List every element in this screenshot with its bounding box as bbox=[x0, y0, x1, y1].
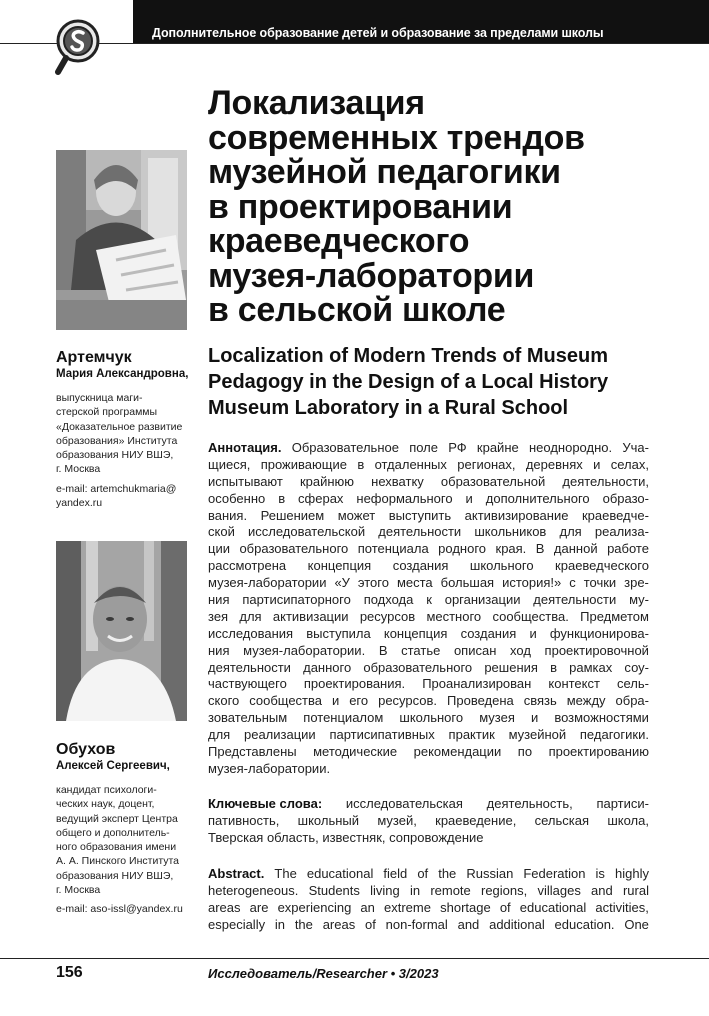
text-line: пативность, школьный музей, краеведение, сельская школа, bbox=[208, 812, 649, 828]
text-line: areas are experiencing an extreme shortage of educational activities, bbox=[208, 899, 649, 915]
page-number: 156 bbox=[56, 964, 83, 981]
title-ru-line: музея-лаборатории bbox=[208, 256, 535, 295]
author-email[interactable] bbox=[56, 482, 196, 511]
affiliation-line: выпускница маги- bbox=[56, 392, 143, 404]
author-photo-obukhov bbox=[56, 541, 187, 721]
text-line: рассмотрена концепция создания школьного краеведческого bbox=[208, 558, 649, 574]
text-line: Abstract. The educational field of the Russian Federation is highly bbox=[208, 866, 649, 881]
text-line: зея для активизации ресурсов местного сообщества. Предметом bbox=[208, 608, 649, 624]
text-line: Представлены методические рекомендации по проектированию bbox=[208, 744, 649, 760]
title-ru-line: современных трендов bbox=[208, 118, 585, 157]
text-line: деятельности данного образовательного решения в рамках соу- bbox=[208, 659, 649, 675]
email-line: e-mail: artemchukmaria@ bbox=[56, 482, 177, 495]
affiliation-line: образования НИУ ВШЭ, bbox=[56, 869, 174, 882]
header-divider bbox=[0, 43, 709, 44]
text-line: Тверская область, известняк, сопровождение bbox=[208, 829, 488, 845]
article-title-en bbox=[208, 343, 668, 421]
author-photo-artemchuk bbox=[56, 150, 187, 330]
text-line: исследования выступила концепция создания и функционирова- bbox=[208, 625, 649, 641]
text-line: ния партисипаторного подхода к организации деятельности му- bbox=[208, 592, 649, 608]
affiliation-line: образования НИУ ВШЭ, bbox=[56, 449, 174, 462]
text-line: особенно в сферах неформального и дополнительного образо- bbox=[208, 490, 649, 506]
author-given-name: Алексей Сергеевич, bbox=[56, 760, 170, 772]
affiliation-line: А. А. Пинского Института bbox=[56, 855, 180, 868]
text-line: частвующего проектирования. Проанализирован контекст сель- bbox=[208, 676, 649, 692]
title-en-line: Pedagogy in the Design of a Local History bbox=[208, 371, 609, 393]
author-block-obukhov bbox=[56, 741, 196, 917]
title-ru-line: в сельской школе bbox=[208, 291, 506, 329]
affiliation-line: образования» Института bbox=[56, 434, 178, 447]
article-title-ru bbox=[208, 86, 668, 328]
affiliation-line: г. Москва bbox=[56, 884, 101, 897]
title-ru-line: в проектировании bbox=[208, 187, 513, 226]
author-surname: Артемчук bbox=[56, 349, 132, 366]
title-en-line: Localization of Modern Trends of Museum bbox=[208, 345, 609, 367]
footer-divider bbox=[0, 958, 709, 959]
title-ru-line: Локализация bbox=[208, 84, 425, 122]
text-line: Аннотация. Образовательное поле РФ крайне неоднородно. Уча- bbox=[208, 440, 649, 455]
affiliation-line: общего и дополнитель- bbox=[56, 826, 170, 839]
text-line: ской исследовательской деятельности школьников для реализа- bbox=[208, 524, 649, 540]
affiliation-line: ведущий эксперт Центра bbox=[56, 812, 178, 825]
title-ru-line: краеведческого bbox=[208, 222, 470, 260]
text-line: музея-лаборатории «У этого места большая история!» с точки зре- bbox=[208, 575, 649, 591]
text-line: ния музея-лаборатории. В статье описан ход проектировочной bbox=[208, 642, 649, 658]
title-en-line: Museum Laboratory in a Rural School bbox=[208, 397, 569, 419]
text-line: щиеся, проживающие в отдаленных регионах, деревнях и селах, bbox=[208, 456, 649, 472]
text-line: especially in the areas of non-formal and additional education. One bbox=[208, 916, 649, 932]
affiliation-line: ческих наук, доцент, bbox=[56, 798, 155, 811]
author-affiliation bbox=[56, 783, 196, 897]
affiliation-line: «Доказательное развитие bbox=[56, 420, 183, 433]
author-email[interactable] bbox=[56, 902, 196, 916]
text-line: зовательным потенциалом школьного музея и возможностями bbox=[208, 710, 649, 726]
author-affiliation bbox=[56, 391, 196, 477]
affiliation-line: г. Москва bbox=[56, 463, 101, 476]
affiliation-line: кандидат психологи- bbox=[56, 784, 157, 796]
annotation-label: Аннотация. bbox=[208, 440, 282, 455]
keywords-ru bbox=[208, 796, 649, 847]
affiliation-line: ного образования имени bbox=[56, 841, 177, 854]
abstract-label: Abstract. bbox=[208, 866, 265, 881]
journal-logo-icon bbox=[52, 16, 106, 76]
affiliation-line: стерской программы bbox=[56, 406, 158, 419]
text-line: Ключевые слова: исследовательская деятельность, партиси- bbox=[208, 796, 649, 811]
text-line: музея-лаборатории. bbox=[208, 760, 334, 776]
author-block-artemchuk bbox=[56, 349, 196, 510]
text-line: испытывают крайнюю нехватку образовательной деятельности, bbox=[208, 473, 649, 489]
journal-name: Исследователь/Researcher • 3/2023 bbox=[208, 966, 439, 981]
author-surname: Обухов bbox=[56, 741, 116, 758]
email-line: e-mail: aso-issl@yandex.ru bbox=[56, 903, 183, 916]
text-line: ского сообщества и его ресурсов. Проведена связь между обра- bbox=[208, 693, 649, 709]
annotation-ru bbox=[208, 440, 649, 778]
title-ru-line: музейной педагогики bbox=[208, 153, 561, 191]
keywords-label: Ключевые слова: bbox=[208, 796, 323, 811]
text-line: для реализации партисипативных практик музейной педагогики. bbox=[208, 727, 649, 743]
text-line: heterogeneous. Students living in remote regions, villages and rural bbox=[208, 882, 649, 898]
text-line: вания. Решением может выступить активизирование краеведче- bbox=[208, 507, 649, 523]
email-line: yandex.ru bbox=[56, 497, 103, 510]
text-line: ции образовательного потенциала родного края. В данной работе bbox=[208, 541, 649, 557]
section-header-title: Дополнительное образование детей и образование за пределами школы bbox=[152, 26, 604, 40]
author-given-name: Мария Александровна, bbox=[56, 368, 189, 380]
abstract-en bbox=[208, 866, 649, 934]
